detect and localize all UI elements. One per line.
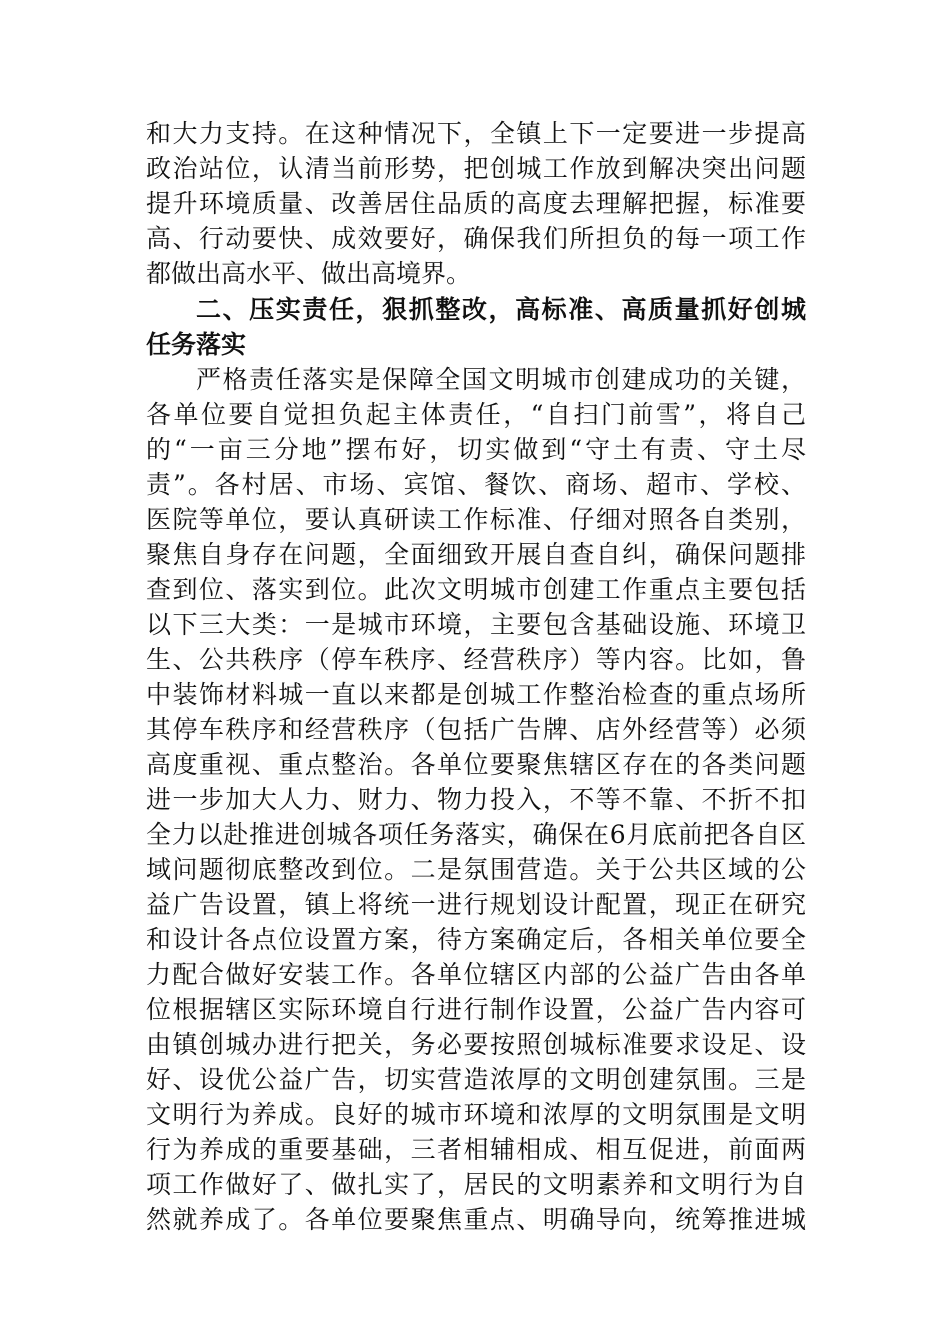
body-text-line: 的“一亩三分地”摆布好，切实做到“守土有责、守土尽 <box>146 435 806 464</box>
body-text-line: 都做出高水平、做出高境界。 <box>146 259 472 288</box>
body-text-line: 进一步加大人力、财力、物力投入，不等不靠、不折不扣 <box>146 785 806 814</box>
section-heading-continued: 任务落实 <box>146 330 247 359</box>
body-text-line: 生、公共秩序（停车秩序、经营秩序）等内容。比如，鲁 <box>146 645 806 674</box>
body-text-line: 文明行为养成。良好的城市环境和浓厚的文明氛围是文明 <box>146 1100 806 1129</box>
body-text-line: 医院等单位，要认真研读工作标准、仔细对照各自类别， <box>146 505 806 534</box>
body-text-line: 查到位、落实到位。此次文明城市创建工作重点主要包括 <box>146 575 806 604</box>
body-text-line: 然就养成了。各单位要聚焦重点、明确导向，统筹推进城 <box>146 1205 806 1234</box>
body-text-line: 以下三大类：一是城市环境，主要包含基础设施、环境卫 <box>146 610 806 639</box>
body-text-line: 中装饰材料城一直以来都是创城工作整治检查的重点场所 <box>146 680 806 709</box>
body-text-line: 政治站位，认清当前形势，把创城工作放到解决突出问题 <box>146 154 806 183</box>
body-text-line: 行为养成的重要基础，三者相辅相成、相互促进，前面两 <box>146 1135 806 1164</box>
body-text-line: 由镇创城办进行把关，务必要按照创城标准要求设足、设 <box>146 1030 806 1059</box>
body-text-line: 好、设优公益广告，切实营造浓厚的文明创建氛围。三是 <box>146 1065 806 1094</box>
body-text-line: 聚焦自身存在问题，全面细致开展自查自纠，确保问题排 <box>146 540 806 569</box>
body-text-line: 域问题彻底整改到位。二是氛围营造。关于公共区域的公 <box>146 855 806 884</box>
body-text-line: 全力以赴推进创城各项任务落实，确保在6月底前把各自区 <box>146 820 806 849</box>
body-text-line: 各单位要自觉担负起主体责任，“自扫门前雪”，将自己 <box>146 400 806 429</box>
body-text-line: 和大力支持。在这种情况下，全镇上下一定要进一步提高 <box>146 119 806 148</box>
body-text-line: 提升环境质量、改善居住品质的高度去理解把握，标准要 <box>146 189 806 218</box>
body-text-line: 高、行动要快、成效要好，确保我们所担负的每一项工作 <box>146 224 806 253</box>
body-text-line: 其停车秩序和经营秩序（包括广告牌、店外经营等）必须 <box>146 715 806 744</box>
body-text-line: 和设计各点位设置方案，待方案确定后，各相关单位要全 <box>146 925 806 954</box>
body-text-line: 严格责任落实是保障全国文明城市创建成功的关键， <box>196 365 806 394</box>
body-text-line: 高度重视、重点整治。各单位要聚焦辖区存在的各类问题 <box>146 750 806 779</box>
body-text-line: 力配合做好安装工作。各单位辖区内部的公益广告由各单 <box>146 960 806 989</box>
body-text-line: 责”。各村居、市场、宾馆、餐饮、商场、超市、学校、 <box>146 470 806 499</box>
body-text-line: 项工作做好了、做扎实了，居民的文明素养和文明行为自 <box>146 1170 806 1199</box>
body-text-line: 位根据辖区实际环境自行进行制作设置，公益广告内容可 <box>146 995 806 1024</box>
section-heading: 二、压实责任，狠抓整改，高标准、高质量抓好创城 <box>196 295 806 324</box>
body-text-line: 益广告设置，镇上将统一进行规划设计配置，现正在研究 <box>146 890 806 919</box>
